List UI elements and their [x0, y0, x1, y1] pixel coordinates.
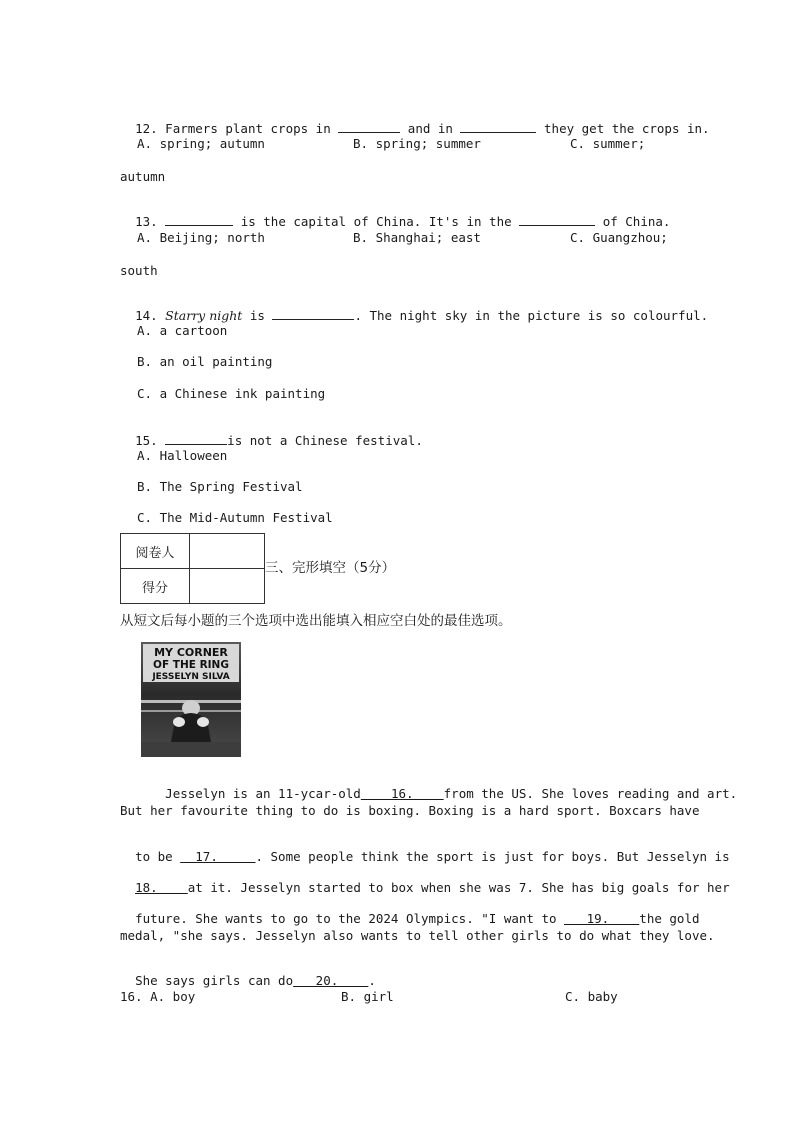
option-b: B. Shanghai; east	[353, 230, 481, 245]
blank-19[interactable]: 19.	[564, 911, 640, 926]
passage-text: She says girls can do	[135, 973, 294, 988]
option-a: A. spring; autumn	[137, 136, 265, 151]
passage-text: from the US. She loves reading and art.	[443, 786, 738, 801]
option-c-wrap: autumn	[120, 169, 166, 184]
option-b: B. spring; summer	[353, 136, 481, 151]
q16-option-b: B. girl	[341, 989, 394, 1004]
book-cover-art	[141, 642, 241, 757]
passage-text: the gold	[639, 911, 700, 926]
option-c: C. The Mid-Autumn Festival	[137, 510, 333, 525]
question-text: of China.	[602, 214, 671, 229]
question-text: is the capital of China. It's in the	[240, 214, 512, 229]
passage-text: future. She wants to go to the 2024 Olympics. "I want to	[135, 911, 565, 926]
question-text: and in	[407, 121, 453, 136]
score-cell[interactable]	[190, 569, 265, 604]
answer-blank[interactable]	[165, 214, 233, 226]
blank-17[interactable]: 17.	[180, 849, 256, 864]
option-a: A. Halloween	[137, 448, 228, 463]
question-15	[120, 417, 423, 449]
passage-line-1	[120, 770, 737, 802]
option-b: B. an oil painting	[137, 354, 273, 369]
passage-line-6: medal, "she says. Jesselyn also wants to tell other girls to do what they love.	[120, 928, 715, 943]
option-a: A. a cartoon	[137, 323, 228, 338]
reviewer-cell[interactable]	[190, 534, 265, 569]
question-text: . The night sky in the picture is so colourful.	[354, 308, 709, 323]
blank-16[interactable]: 16.	[360, 786, 444, 801]
option-b: B. The Spring Festival	[137, 479, 303, 494]
q16-option-a: 16. A. boy	[120, 989, 196, 1004]
q16-option-c: C. baby	[565, 989, 618, 1004]
option-c-wrap: south	[120, 263, 158, 278]
answer-blank[interactable]	[460, 121, 536, 133]
passage-line-5	[120, 895, 700, 927]
answer-blank[interactable]	[165, 433, 227, 445]
score-label: 得分	[121, 569, 190, 604]
blank-20[interactable]: 20.	[293, 973, 369, 988]
answer-blank[interactable]	[519, 214, 595, 226]
option-a: A. Beijing; north	[137, 230, 265, 245]
painting-title: Starry night	[165, 308, 243, 323]
book-title-line1: MY CORNER	[154, 646, 228, 659]
option-c: C. Guangzhou;	[570, 230, 668, 245]
passage-text: Jesselyn is an 11-ycar-old	[135, 786, 361, 801]
question-text: 12. Farmers plant crops in	[135, 121, 331, 136]
passage-text: .	[368, 973, 376, 988]
passage-line-7	[120, 957, 376, 989]
book-author: JESSELYN SILVA	[152, 672, 230, 682]
passage-text: to be	[135, 849, 181, 864]
option-c: C. summer;	[570, 136, 646, 151]
passage-text: at it. Jesselyn started to box when she was 7. She has big goals for her	[187, 880, 730, 895]
section-title: 三、完形填空（5分）	[265, 560, 396, 576]
question-12	[120, 105, 710, 137]
question-text: 13.	[135, 214, 158, 229]
section-instruction: 从短文后每小题的三个选项中选出能填入相应空白处的最佳选项。	[120, 613, 512, 629]
option-c: C. a Chinese ink painting	[137, 386, 326, 401]
question-text: they get the crops in.	[544, 121, 710, 136]
blank-18[interactable]: 18.	[135, 880, 188, 895]
question-text: 14.	[135, 308, 158, 323]
answer-blank[interactable]	[272, 308, 354, 320]
book-cover-image	[141, 642, 241, 757]
question-14	[120, 292, 708, 324]
book-title-line2: OF THE RING	[153, 659, 229, 671]
question-text: is not a Chinese festival.	[227, 433, 423, 448]
grading-table	[120, 533, 265, 604]
reviewer-label: 阅卷人	[121, 534, 190, 569]
question-13	[120, 198, 670, 230]
question-text: is	[249, 308, 265, 323]
passage-line-4	[120, 864, 730, 896]
answer-blank[interactable]	[338, 121, 400, 133]
passage-line-2: But her favourite thing to do is boxing. Boxing is a hard sport. Boxcars have	[120, 803, 700, 818]
passage-text: . Some people think the sport is just for boys. But Jesselyn is	[255, 849, 730, 864]
passage-line-3	[120, 833, 730, 865]
question-text: 15.	[135, 433, 158, 448]
